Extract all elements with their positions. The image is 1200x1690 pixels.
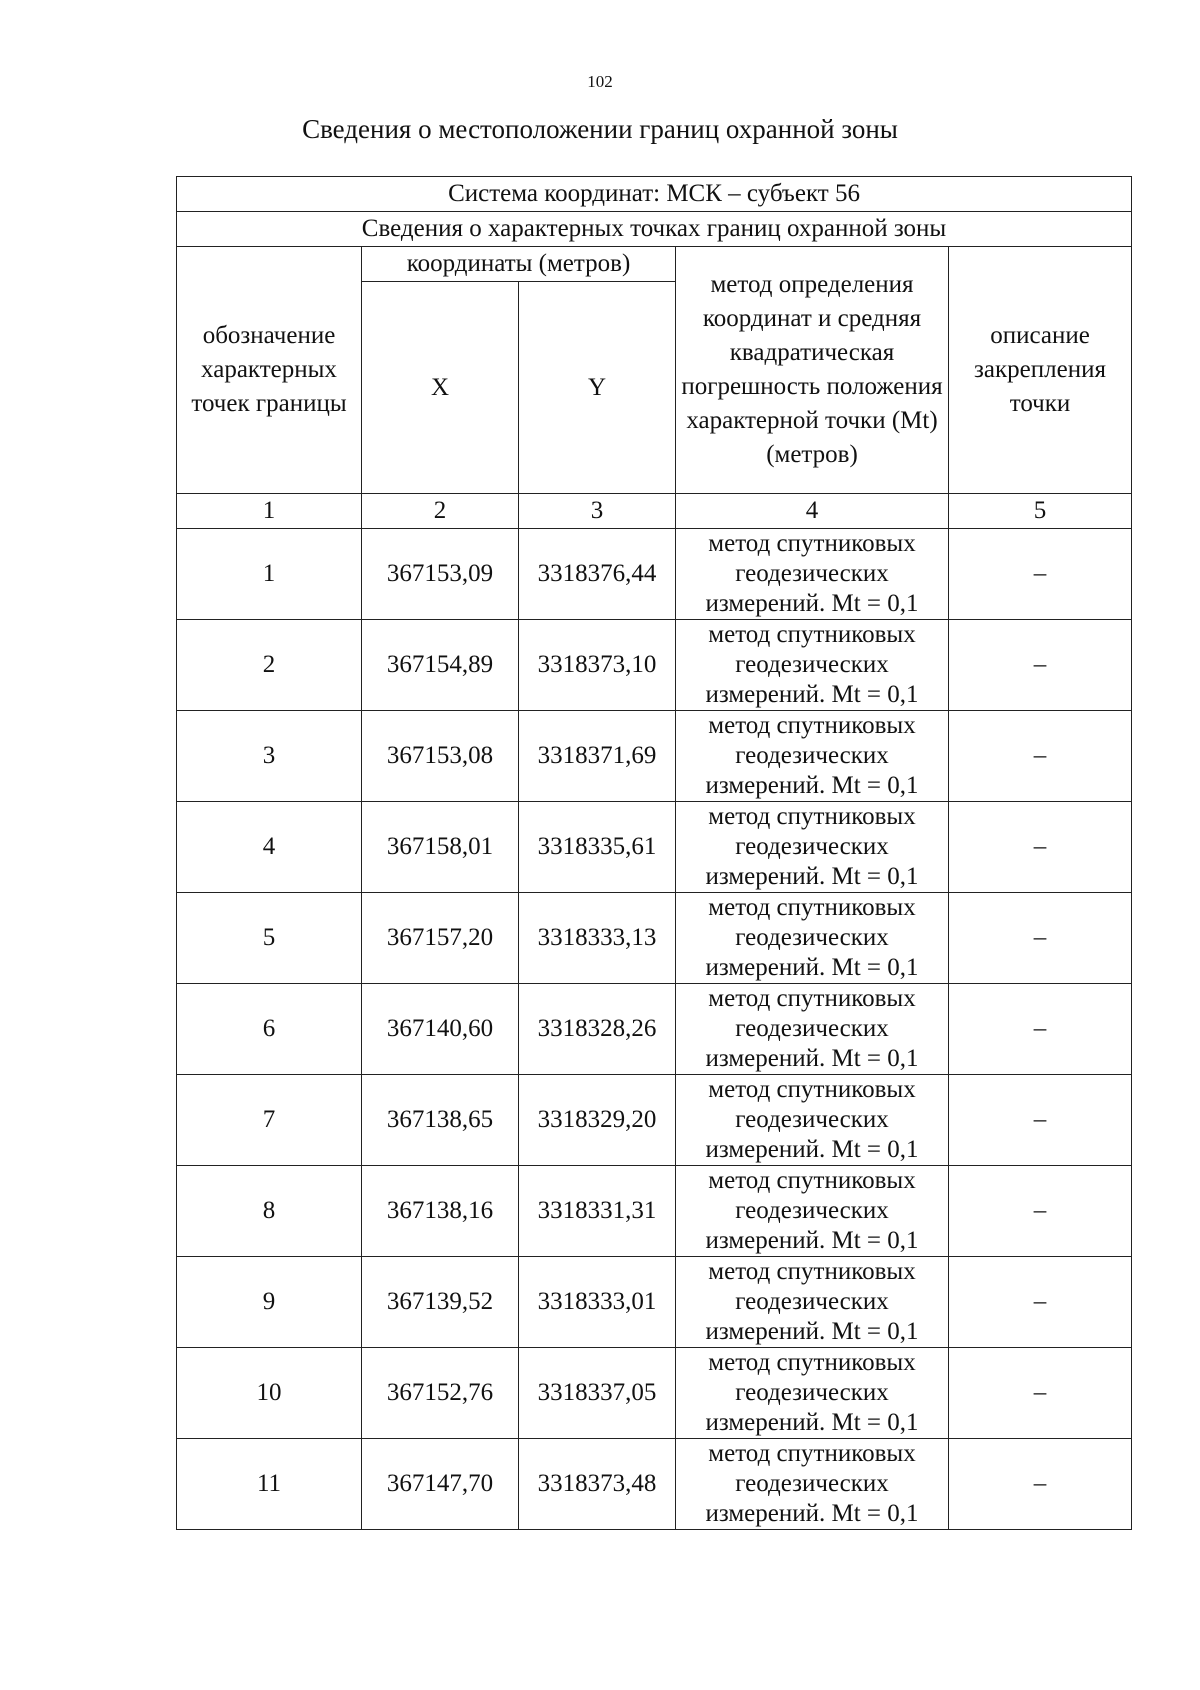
- description-cell: –: [949, 1348, 1132, 1439]
- page-number: 102: [587, 72, 613, 91]
- table-row: [177, 1075, 1132, 1166]
- table-row: [177, 529, 1132, 620]
- table-row: [177, 711, 1132, 802]
- method-cell: метод спутниковых геодезических измерений. Mt = 0,1: [676, 802, 949, 893]
- document-title: Сведения о местоположении границ охранной зоны: [302, 114, 898, 144]
- table-row: [177, 802, 1132, 893]
- method-cell: метод спутниковых геодезических измерений. Mt = 0,1: [676, 711, 949, 802]
- y-coordinate-cell: 3318337,05: [519, 1348, 676, 1439]
- table-row: [177, 893, 1132, 984]
- x-coordinate-cell: 367158,01: [362, 802, 519, 893]
- x-coordinate-cell: 367147,70: [362, 1439, 519, 1530]
- column-number: 5: [949, 494, 1132, 529]
- x-coordinate-cell: 367152,76: [362, 1348, 519, 1439]
- points-info-header: Сведения о характерных точках границ охранной зоны: [177, 212, 1132, 247]
- point-cell: 1: [177, 529, 362, 620]
- x-coordinate-cell: 367153,09: [362, 529, 519, 620]
- column-header-point: обозначение характерных точек границы: [177, 247, 362, 494]
- y-coordinate-cell: 3318333,01: [519, 1257, 676, 1348]
- description-cell: –: [949, 620, 1132, 711]
- y-coordinate-cell: 3318333,13: [519, 893, 676, 984]
- point-cell: 11: [177, 1439, 362, 1530]
- y-coordinate-cell: 3318371,69: [519, 711, 676, 802]
- point-cell: 4: [177, 802, 362, 893]
- y-coordinate-cell: 3318335,61: [519, 802, 676, 893]
- description-cell: –: [949, 893, 1132, 984]
- description-cell: –: [949, 1166, 1132, 1257]
- point-cell: 10: [177, 1348, 362, 1439]
- method-cell: метод спутниковых геодезических измерений. Mt = 0,1: [676, 1439, 949, 1530]
- column-numbers-row: [177, 494, 1132, 529]
- description-cell: –: [949, 1257, 1132, 1348]
- y-coordinate-cell: 3318376,44: [519, 529, 676, 620]
- method-cell: метод спутниковых геодезических измерений. Mt = 0,1: [676, 1166, 949, 1257]
- description-cell: –: [949, 711, 1132, 802]
- column-number: 4: [676, 494, 949, 529]
- column-header-y: Y: [519, 282, 676, 494]
- description-cell: –: [949, 802, 1132, 893]
- point-cell: 9: [177, 1257, 362, 1348]
- y-coordinate-cell: 3318328,26: [519, 984, 676, 1075]
- column-number: 3: [519, 494, 676, 529]
- x-coordinate-cell: 367157,20: [362, 893, 519, 984]
- description-cell: –: [949, 529, 1132, 620]
- point-cell: 5: [177, 893, 362, 984]
- description-cell: –: [949, 984, 1132, 1075]
- y-coordinate-cell: 3318373,10: [519, 620, 676, 711]
- table-row: [177, 620, 1132, 711]
- point-cell: 2: [177, 620, 362, 711]
- column-header-x: X: [362, 282, 519, 494]
- table-row: [177, 1166, 1132, 1257]
- x-coordinate-cell: 367153,08: [362, 711, 519, 802]
- column-number: 1: [177, 494, 362, 529]
- method-cell: метод спутниковых геодезических измерений. Mt = 0,1: [676, 1348, 949, 1439]
- column-header-coordinates: координаты (метров): [362, 247, 676, 282]
- coordinate-system-header: Система координат: МСК – субъект 56: [177, 177, 1132, 212]
- x-coordinate-cell: 367139,52: [362, 1257, 519, 1348]
- x-coordinate-cell: 367140,60: [362, 984, 519, 1075]
- table-row: [177, 1439, 1132, 1530]
- point-cell: 3: [177, 711, 362, 802]
- point-cell: 7: [177, 1075, 362, 1166]
- table-row: [177, 1257, 1132, 1348]
- point-cell: 8: [177, 1166, 362, 1257]
- description-cell: –: [949, 1439, 1132, 1530]
- x-coordinate-cell: 367154,89: [362, 620, 519, 711]
- table-row: [177, 984, 1132, 1075]
- column-header-method: метод определения координат и средняя квадратическая погрешность положения характерной точки (Mt) (метров): [676, 247, 949, 494]
- method-cell: метод спутниковых геодезических измерений. Mt = 0,1: [676, 529, 949, 620]
- x-coordinate-cell: 367138,16: [362, 1166, 519, 1257]
- method-cell: метод спутниковых геодезических измерений. Mt = 0,1: [676, 1257, 949, 1348]
- y-coordinate-cell: 3318331,31: [519, 1166, 676, 1257]
- column-number: 2: [362, 494, 519, 529]
- method-cell: метод спутниковых геодезических измерений. Mt = 0,1: [676, 893, 949, 984]
- table-row: [177, 1348, 1132, 1439]
- y-coordinate-cell: 3318373,48: [519, 1439, 676, 1530]
- column-header-description: описание закрепления точки: [949, 247, 1132, 494]
- boundary-points-table: [176, 176, 1132, 1530]
- y-coordinate-cell: 3318329,20: [519, 1075, 676, 1166]
- method-cell: метод спутниковых геодезических измерений. Mt = 0,1: [676, 1075, 949, 1166]
- method-cell: метод спутниковых геодезических измерений. Mt = 0,1: [676, 620, 949, 711]
- method-cell: метод спутниковых геодезических измерений. Mt = 0,1: [676, 984, 949, 1075]
- point-cell: 6: [177, 984, 362, 1075]
- x-coordinate-cell: 367138,65: [362, 1075, 519, 1166]
- description-cell: –: [949, 1075, 1132, 1166]
